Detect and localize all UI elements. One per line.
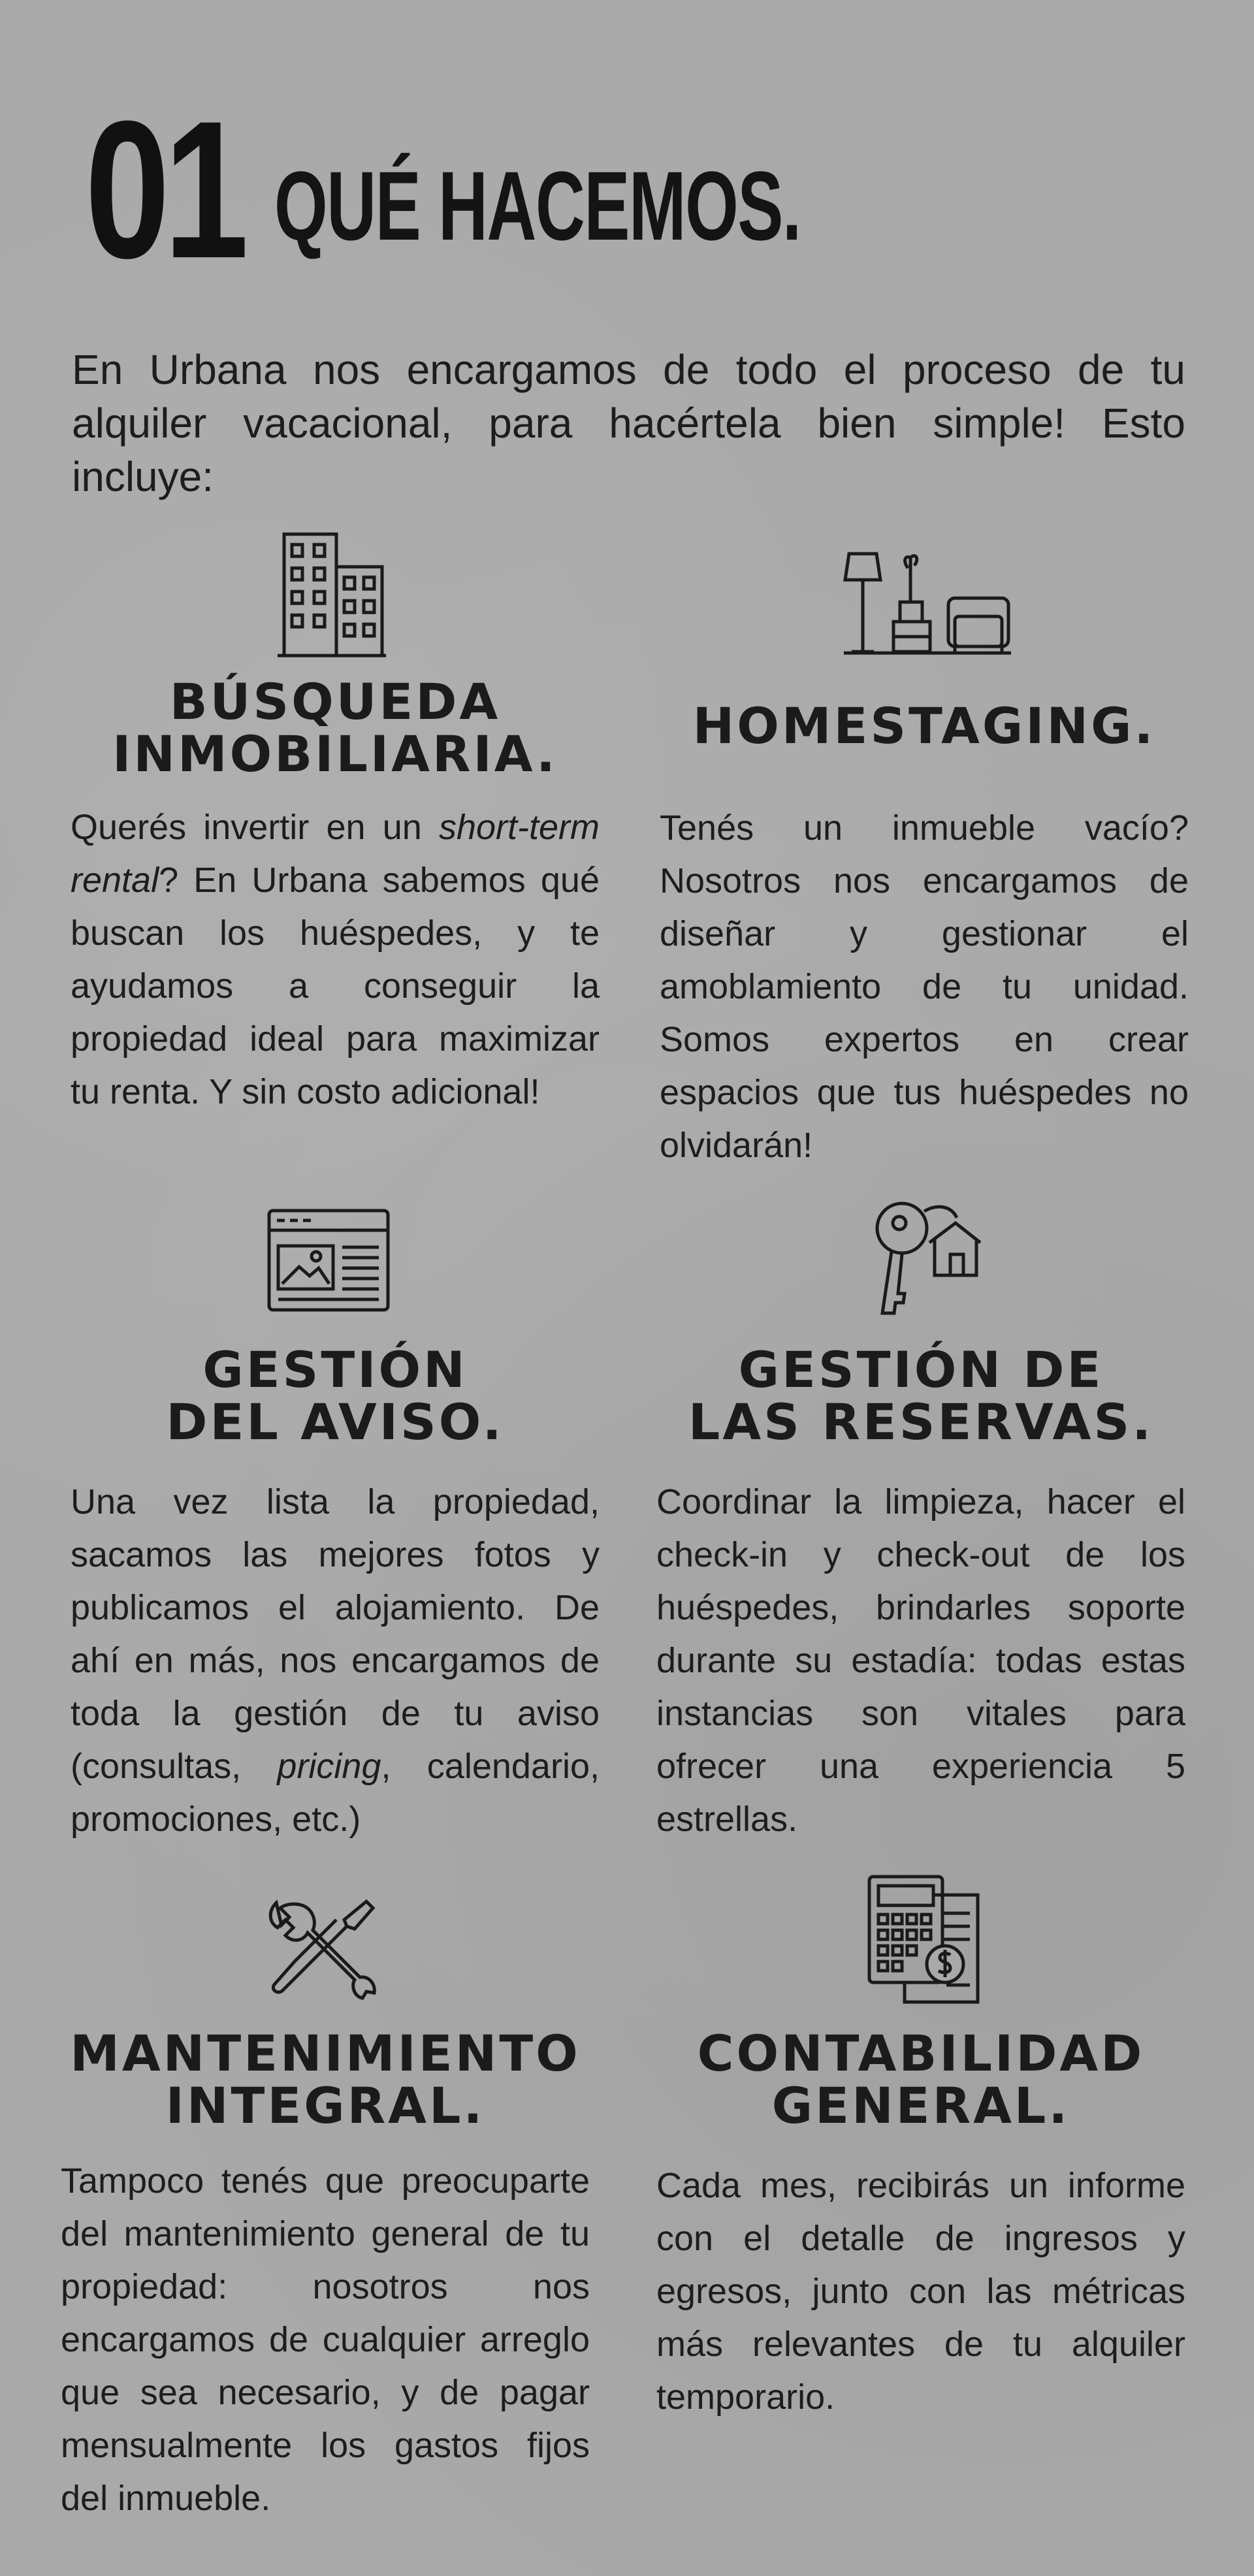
wrench-screwdriver-icon <box>263 1894 378 2005</box>
service-description: Cada mes, recibirás un informe con el detalle de ingresos y egresos, junto con las métricas más relevantes de tu alquiler temporario. <box>656 2166 1185 2417</box>
service-description: Tenés un inmueble vacío? Nosotros nos encargamos de diseñar y gestionar el amoblamiento de tu unidad. Somos expertos en crear espacios que tus huéspedes no olvidarán! <box>660 808 1189 1165</box>
service-description: Una vez lista la propiedad, sacamos las mejores fotos y publicamos el alojamiento. De ahí en más, nos encargamos de toda la gestión de tu aviso (consultas, pricing, calendario, promociones, etc.) <box>71 1482 600 1839</box>
service-card-busqueda <box>71 529 600 1130</box>
section-number: 01 <box>85 80 243 299</box>
service-title: HOMESTAGING. <box>692 697 1156 755</box>
service-card-gestion-reservas <box>656 1198 1185 1839</box>
service-card-mantenimiento <box>61 1894 590 2534</box>
service-title: GESTIÓN DEL AVISO. <box>166 1341 504 1451</box>
service-card-contabilidad <box>656 1874 1185 2462</box>
service-title: BÚSQUEDA INMOBILIARIA. <box>112 673 558 783</box>
service-card-homestaging <box>660 549 1189 1165</box>
service-description: Querés invertir en un short-term rental? En Urbana sabemos qué buscan los huéspedes, y te ayudamos a conseguir la propiedad ideal para maximizar tu renta. Y sin costo adicional! <box>71 808 600 1111</box>
service-title: MANTENIMIENTO INTEGRAL. <box>70 2024 581 2135</box>
service-title: CONTABILIDAD GENERAL. <box>697 2024 1145 2135</box>
service-title: GESTIÓN DE LAS RESERVAS. <box>688 1341 1154 1451</box>
section-title: QUÉ HACEMOS. <box>274 151 801 261</box>
listing-window-icon <box>266 1208 391 1312</box>
buildings-icon <box>276 529 387 660</box>
service-card-gestion-aviso <box>71 1208 600 1839</box>
emphasized-term: pricing <box>277 1747 381 1786</box>
calculator-invoice-icon <box>865 1874 989 2005</box>
furniture-icon <box>843 549 1012 660</box>
service-description: Coordinar la limpieza, hacer el check-in y check-out de los huéspedes, brindarles soporte durante su estadía: todas estas instancias son vitales para ofrecer una experiencia 5 estrellas. <box>656 1482 1185 1839</box>
intro-paragraph: En Urbana nos encargamos de todo el proceso de tu alquiler vacacional, para hacértela bien simple! Esto incluye: <box>72 346 1185 500</box>
house-key-icon <box>865 1198 983 1319</box>
emphasized-term: short-term rental <box>71 808 600 900</box>
service-description: Tampoco tenés que preocuparte del mantenimiento general de tu propiedad: nosotros nos encargamos de cualquier arreglo que sea necesario, y de pagar mensualmente los gastos fijos del inmueble. <box>61 2161 590 2518</box>
